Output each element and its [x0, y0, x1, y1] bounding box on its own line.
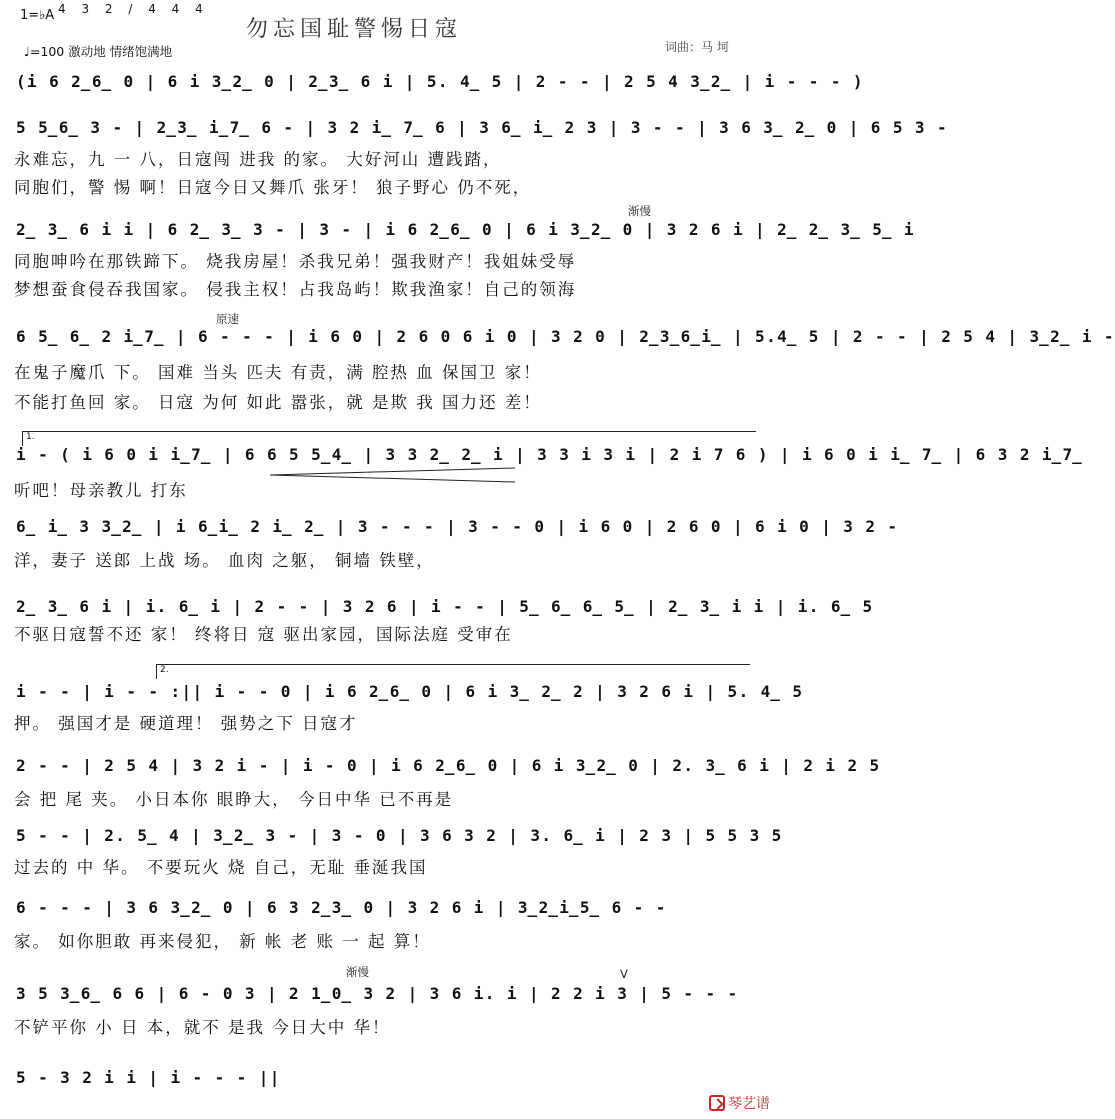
lyric-verse-2: 不能打鱼回 家。 日寇 为何 如此 嚣张，就 是欺 我 国力还 差！ [14, 393, 542, 412]
lyric-verse-2: 同胞们，警 惕 啊！日寇今日又舞爪 张牙！ 狼子野心 仍不死， [14, 178, 532, 197]
lyric-line: 不驱日寇誓不还 家！ 终将日 寇 驱出家园，国际法庭 受审在 [14, 625, 513, 644]
lyric-verse-2: 梦想蚕食侵吞我国家。 侵我主权！占我岛屿！欺我渔家！自己的领海 [14, 280, 577, 299]
watermark-text: 琴艺谱 [728, 1096, 770, 1112]
notation-line: 6 5̲ 6̲ 2 i̲7̲ | 6 - - - | i 6 0 | 2 6 0 6 i 0 | 3 2 0 | 2̲3̲6̲i̲ | 5.4̲ 5 | 2 - - | 2 5 4 | 3̲2̲ i - [16, 327, 1115, 346]
lyric-line: 押。 强国才是 硬道理！ 强势之下 日寇才 [14, 714, 358, 733]
site-watermark [709, 1093, 770, 1113]
tempo-change-mark: 原速 [216, 312, 239, 326]
lyric-line: 家。 如你胆敢 再来侵犯， 新 帐 老 账 一 起 算！ [14, 932, 431, 951]
notation-line: 5 5̲6̲ 3 - | 2̲3̲ i̲7̲ 6 - | 3 2 i̲ 7̲ 6 | 3 6̲ i̲ 2 3 | 3 - - | 3 6 3̲ 2̲ 0 | 6 5 3 - [16, 118, 949, 137]
tempo-marking: ♩=100 激动地 情绪饱满地 [24, 44, 173, 59]
notation-line: 2̲ 3̲ 6 i i | 6 2̲ 3̲ 3 - | 3 - | i 6 2̲6̲ 0 | 6 i 3̲2̲ 0 | 3 2 6 i | 2̲ 2̲ 3̲ 5̲ i [16, 220, 915, 239]
notation-line: 6̲ i̲ 3 3̲2̲ | i 6̲i̲ 2 i̲ 2̲ | 3 - - - | 3 - - 0 | i 6 0 | 2 6 0 | 6 i 0 | 3 2 - [16, 517, 899, 536]
lyric-line: 过去的 中 华。 不要玩火 烧 自己，无耻 垂涎我国 [14, 858, 428, 877]
notation-line: 6 - - - | 3 6 3̲2̲ 0 | 6 3 2̲3̲ 0 | 3 2 6 i | 3̲2̲i̲5̲ 6 - - [16, 898, 667, 917]
tempo-change-mark: 渐慢 [628, 204, 651, 218]
lyric-verse-1: 同胞呻吟在那铁蹄下。 烧我房屋！杀我兄弟！强我财产！我姐妹受辱 [14, 252, 577, 271]
breath-mark: V [620, 967, 628, 981]
time-signatures: 4 3 2 / 4 4 4 [58, 2, 209, 16]
notation-line: i - ( i 6 0 i i̲7̲ | 6 6 5 5̲4̲ | 3 3 2̲ 2̲ i | 3 3 i 3 i | 2 i 7 6 ) | i 6 0 i i̲ 7̲ | 6 3 2 i̲7̲ [16, 445, 1084, 464]
lyric-line: 洋，妻子 送郎 上战 场。 血肉 之躯， 铜墙 铁壁， [14, 551, 435, 570]
notation-line: 2 - - | 2 5 4 | 3 2 i - | i - 0 | i 6 2̲6̲ 0 | 6 i 3̲2̲ 0 | 2. 3̲ 6 i | 2 i 2 5 [16, 756, 881, 775]
notation-line: 5 - 3 2 i i | i - - - || [16, 1068, 281, 1087]
notation-line: 2̲ 3̲ 6 i | i. 6̲ i | 2 - - | 3 2 6 | i - - | 5̲ 6̲ 6̲ 5̲ | 2̲ 3̲ i i | i. 6̲ 5 [16, 597, 874, 616]
lyric-line: 听吧！母亲教儿 打东 [14, 481, 188, 500]
header [0, 0, 780, 75]
lyric-line: 会 把 尾 夹。 小日本你 眼睁大， 今日中华 已不再是 [14, 790, 454, 809]
tempo-change-mark: 渐慢 [346, 965, 369, 979]
volta-bracket-1: 1. [22, 431, 756, 446]
lyric-line: 不铲平你 小 日 本，就不 是我 今日大中 华！ [14, 1018, 391, 1037]
notation-line: 5 - - | 2. 5̲ 4 | 3̲2̲ 3 - | 3 - 0 | 3 6 3 2 | 3. 6̲ i | 2 3 | 5 5 3 5 [16, 826, 783, 845]
credit-line: 词曲：马 坷 [665, 40, 729, 54]
key-signature: 1=♭A [20, 8, 55, 23]
watermark-logo-icon [709, 1095, 725, 1111]
song-title: 勿忘国耻警惕日寇 [246, 17, 463, 42]
lyric-verse-1: 在鬼子魔爪 下。 国难 当头 匹夫 有责，满 腔热 血 保国卫 家！ [14, 363, 542, 382]
notation-line: (i 6 2̲6̲ 0 | 6 i 3̲2̲ 0 | 2̲3̲ 6 i | 5. 4̲ 5 | 2 - - | 2 5 4 3̲2̲ | i - - - ) [16, 72, 864, 91]
volta-bracket-2: 2. [156, 664, 750, 679]
lyric-verse-1: 永难忘，九 一 八，日寇闯 进我 的家。 大好河山 遭践踏， [14, 150, 502, 169]
notation-line: 3 5 3̲6̲ 6 6 | 6 - 0 3 | 2 1̲0̲ 3 2 | 3 6 i. i | 2 2 i 3 | 5 - - - [16, 984, 739, 1003]
notation-line: i - - | i - - :|| i - - 0 | i 6 2̲6̲ 0 | 6 i 3̲ 2̲ 2 | 3 2 6 i | 5. 4̲ 5 [16, 682, 804, 701]
